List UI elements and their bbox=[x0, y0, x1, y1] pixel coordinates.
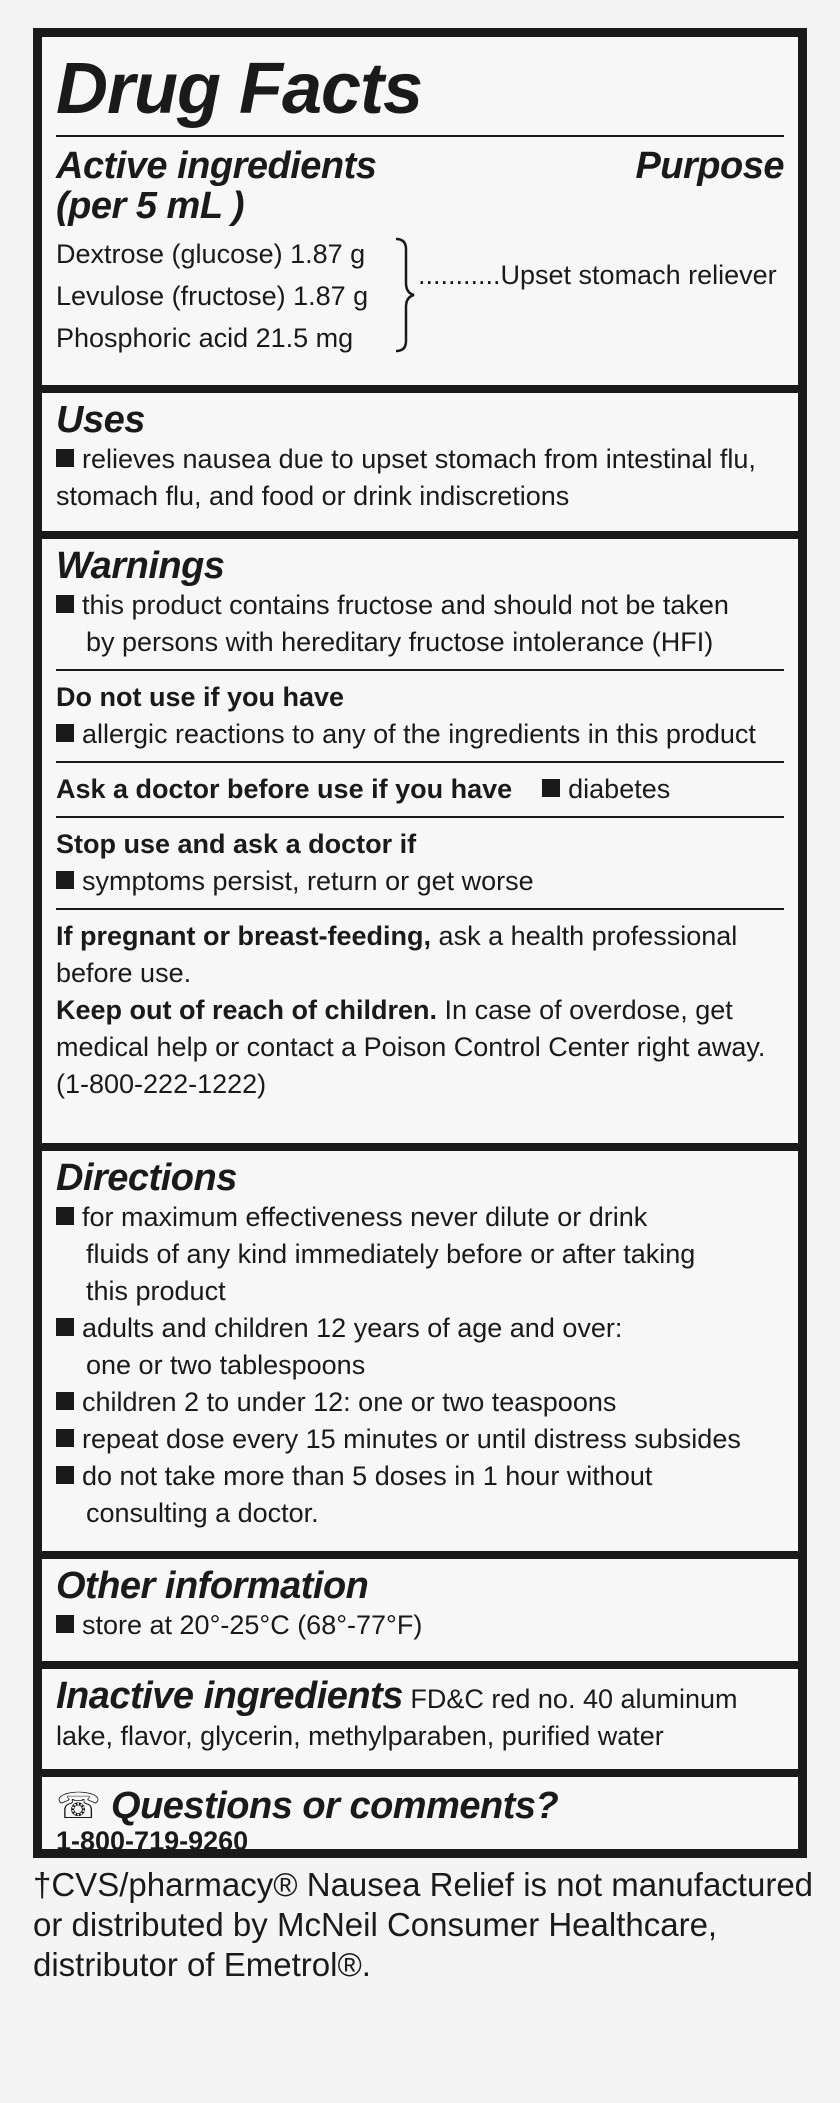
footer-note bbox=[33, 1865, 823, 1985]
direction-item-cont: one or two tablespoons bbox=[86, 1349, 366, 1380]
bullet-icon bbox=[542, 779, 560, 797]
ingredient-2: Levulose (fructose) 1.87 g bbox=[56, 280, 369, 311]
inactive-line2: lake, flavor, glycerin, methylparaben, purified water bbox=[56, 1721, 664, 1751]
questions-section bbox=[42, 1777, 798, 1856]
ingredient-purpose: ...........Upset stomach reliever bbox=[418, 259, 777, 290]
stop-use-item: symptoms persist, return or get worse bbox=[56, 863, 784, 900]
divider bbox=[56, 669, 784, 671]
direction-item: repeat dose every 15 minutes or until distress subsides bbox=[56, 1421, 784, 1458]
pregnant-text: If pregnant or breast-feeding, ask a health professional before use. bbox=[56, 920, 738, 988]
other-info-heading: Other information bbox=[56, 1565, 369, 1607]
other-info-item: store at 20°-25°C (68°-77°F) bbox=[56, 1607, 784, 1644]
footer-line-3: distributor of Emetrol®. bbox=[33, 1946, 371, 1983]
page-title: Drug Facts bbox=[56, 49, 423, 129]
directions-section bbox=[42, 1151, 798, 1551]
directions-list bbox=[56, 1199, 784, 1532]
directions-heading: Directions bbox=[56, 1157, 237, 1199]
direction-item-cont: this product bbox=[86, 1275, 226, 1306]
divider bbox=[56, 816, 784, 818]
ingredient-1: Dextrose (glucose) 1.87 g bbox=[56, 238, 366, 269]
direction-item-cont: consulting a doctor. bbox=[86, 1497, 319, 1528]
questions-row bbox=[56, 1785, 784, 1827]
warning-hfi: this product contains fructose and should not be taken bbox=[56, 587, 784, 624]
keep-out-text: Keep out of reach of children. In case of overdose, get medical help or contact a Poison Control Center right away. (1-800-222-1222) bbox=[56, 994, 766, 1099]
do-not-use-heading: Do not use if you have bbox=[56, 681, 345, 712]
ask-doctor-heading: Ask a doctor before use if you have bbox=[56, 773, 513, 804]
inactive-section bbox=[42, 1669, 798, 1769]
inactive-heading: Inactive ingredients bbox=[56, 1675, 403, 1717]
footer-line-2: or distributed by McNeil Consumer Healthcare, bbox=[33, 1906, 718, 1943]
purpose-heading: Purpose bbox=[635, 145, 784, 187]
warnings-heading: Warnings bbox=[56, 545, 225, 587]
active-heading: Active ingredients bbox=[56, 145, 377, 187]
warning-hfi-cont: by persons with hereditary fructose intolerance (HFI) bbox=[86, 626, 714, 657]
divider bbox=[56, 908, 784, 910]
ask-doctor-row bbox=[56, 771, 784, 808]
direction-item: do not take more than 5 doses in 1 hour without bbox=[56, 1458, 784, 1495]
ask-doctor-item: diabetes bbox=[568, 773, 671, 804]
bullet-icon bbox=[56, 1615, 74, 1633]
phone-icon: ☏ bbox=[56, 1785, 102, 1826]
active-per: (per 5 mL ) bbox=[56, 184, 245, 227]
uses-heading: Uses bbox=[56, 399, 145, 441]
bullet-icon bbox=[56, 449, 74, 467]
title-rule bbox=[56, 135, 784, 137]
active-ingredients-section bbox=[42, 37, 798, 385]
direction-item: adults and children 12 years of age and over: bbox=[56, 1310, 784, 1347]
bullet-icon bbox=[56, 724, 74, 742]
brace-icon bbox=[394, 235, 416, 355]
direction-item: for maximum effectiveness never dilute or drink bbox=[56, 1199, 784, 1236]
drug-facts-panel bbox=[33, 28, 807, 1858]
warnings-section bbox=[42, 539, 798, 1143]
ingredient-3: Phosphoric acid 21.5 mg bbox=[56, 322, 354, 353]
direction-item-cont: fluids of any kind immediately before or after taking bbox=[86, 1238, 696, 1269]
bullet-icon bbox=[56, 871, 74, 889]
questions-phone: 1-800-719-9260 bbox=[56, 1826, 249, 1856]
stop-use-heading: Stop use and ask a doctor if bbox=[56, 828, 417, 859]
uses-text: relieves nausea due to upset stomach from intestinal flu, stomach flu, and food or drink indiscretions bbox=[56, 443, 756, 511]
divider bbox=[56, 761, 784, 763]
other-info-section bbox=[42, 1559, 798, 1661]
bullet-icon bbox=[56, 1466, 74, 1484]
inactive-line1: Inactive ingredients FD&C red no. 40 aluminum bbox=[56, 1675, 738, 1717]
bullet-icon bbox=[56, 595, 74, 613]
uses-section bbox=[42, 393, 798, 531]
bullet-icon bbox=[56, 1207, 74, 1225]
do-not-use-item: allergic reactions to any of the ingredients in this product bbox=[56, 716, 784, 753]
bullet-icon bbox=[56, 1318, 74, 1336]
bullet-icon bbox=[56, 1429, 74, 1447]
bullet-icon bbox=[56, 1392, 74, 1410]
questions-heading: Questions or comments? bbox=[111, 1785, 559, 1827]
direction-item: children 2 to under 12: one or two teaspoons bbox=[56, 1384, 784, 1421]
footer-line-1: †CVS/pharmacy® Nausea Relief is not manufactured bbox=[33, 1866, 814, 1903]
